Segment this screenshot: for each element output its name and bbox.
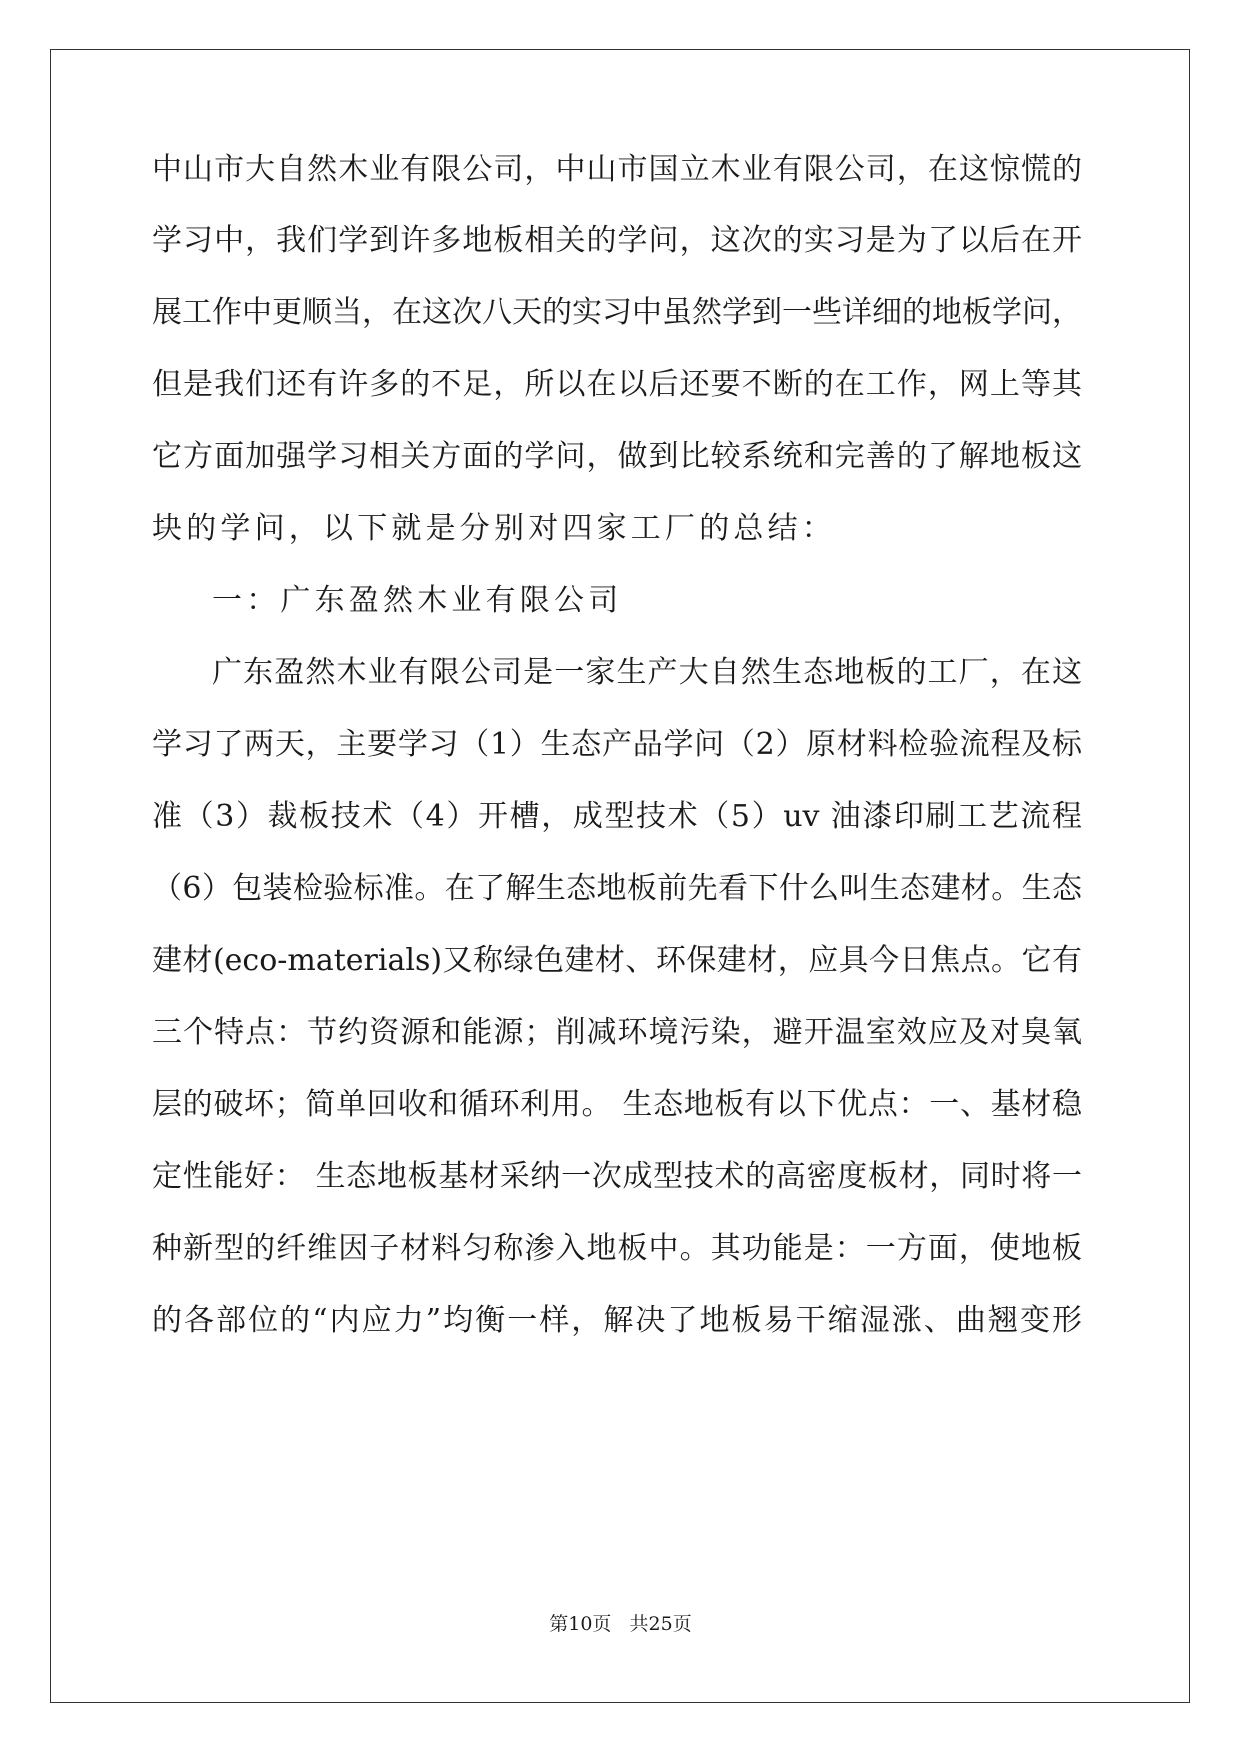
paragraph-line: 建材(eco-materials)又称绿色建材、环保建材，应具今日焦点。它有	[152, 943, 1082, 978]
section-heading: 一：广东盈然木业有限公司	[212, 583, 623, 618]
paragraph-line: 它方面加强学习相关方面的学问，做到比较系统和完善的了解地板这	[152, 439, 1082, 474]
paragraph-line: 块的学问，以下就是分别对四家工厂的总结：	[152, 511, 836, 546]
page-number-footer: 第10页 共25页	[549, 1613, 692, 1635]
paragraph-line: 中山市大自然木业有限公司，中山市国立木业有限公司，在这惊慌的	[152, 152, 1082, 187]
paragraph-line: 广东盈然木业有限公司是一家生产大自然生态地板的工厂，在这	[212, 655, 1082, 690]
paragraph-line: 定性能好： 生态地板基材采纳一次成型技术的高密度板材，同时将一	[152, 1159, 1082, 1194]
paragraph-line: 准（3）裁板技术（4）开槽，成型技术（5）uv 油漆印刷工艺流程	[152, 799, 1082, 834]
paragraph-line: 层的破坏；简单回收和循环利用。 生态地板有以下优点：一、基材稳	[152, 1087, 1082, 1122]
paragraph-line: 三个特点：节约资源和能源；削减环境污染，避开温室效应及对臭氧	[152, 1015, 1082, 1050]
paragraph-line: 学习中，我们学到许多地板相关的学问，这次的实习是为了以后在开	[152, 223, 1082, 258]
paragraph-line: （6）包装检验标准。在了解生态地板前先看下什么叫生态建材。生态	[152, 871, 1082, 906]
paragraph-line: 但是我们还有许多的不足，所以在以后还要不断的在工作，网上等其	[152, 367, 1082, 402]
paragraph-line: 种新型的纤维因子材料匀称渗入地板中。其功能是：一方面，使地板	[152, 1231, 1082, 1266]
paragraph-line: 展工作中更顺当，在这次八天的实习中虽然学到一些详细的地板学问，	[152, 295, 1082, 330]
paragraph-line: 的各部位的“内应力”均衡一样，解决了地板易干缩湿涨、曲翘变形	[152, 1303, 1082, 1338]
paragraph-line: 学习了两天，主要学习（1）生态产品学问（2）原材料检验流程及标	[152, 727, 1082, 762]
